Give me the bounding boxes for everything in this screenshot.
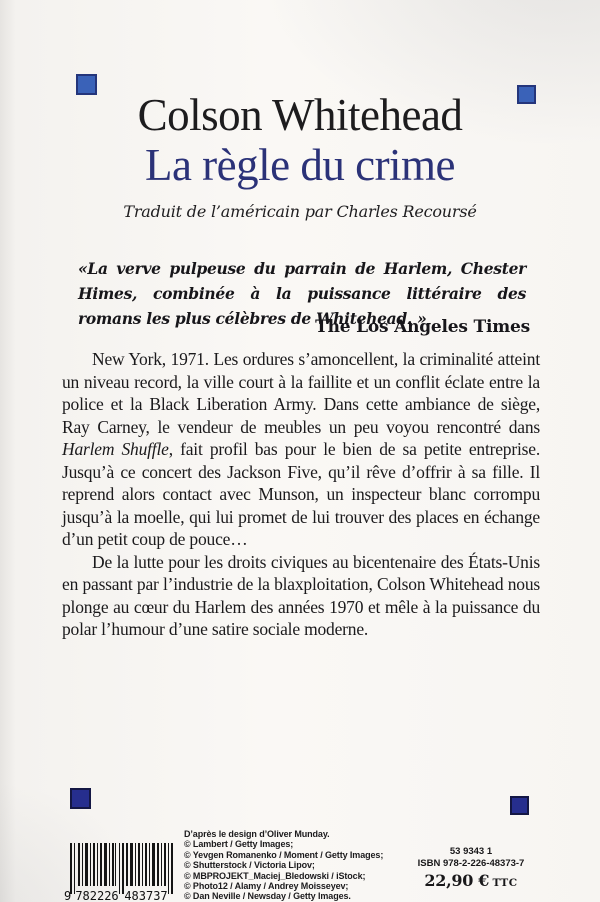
price-line bbox=[393, 871, 549, 890]
sales-info bbox=[393, 846, 549, 890]
tax-label: TTC bbox=[492, 877, 518, 889]
barcode-digit-lead: 9 bbox=[64, 889, 72, 902]
ean-barcode bbox=[64, 843, 178, 902]
barcode-digits-left: 782226 bbox=[75, 889, 119, 902]
decor-square-bottom-left bbox=[70, 788, 91, 809]
credit-line: © Photo12 / Alamy / Andrey Moisseyev; bbox=[184, 881, 349, 892]
credit-line: © Lambert / Getty Images; bbox=[184, 839, 294, 850]
credit-line: © MBPROJEKT_Maciej_Bledowski / iStock; bbox=[184, 870, 366, 881]
credit-line: © Shutterstock / Victoria Lipov; bbox=[184, 860, 315, 871]
design-credit: D’après le design d’Oliver Munday. bbox=[184, 829, 330, 839]
price: 22,90 € bbox=[424, 871, 490, 890]
decor-square-bottom-right bbox=[510, 796, 529, 815]
barcode-digits-right: 483737 bbox=[124, 889, 168, 902]
author-name: Colson Whitehead bbox=[137, 90, 463, 140]
credit-line: © Dan Neville / Newsday / Getty Images. bbox=[184, 891, 351, 902]
translator-credit: Traduit de l’américain par Charles Recoursé bbox=[123, 202, 477, 221]
synopsis-paragraph-2: De la lutte pour les droits civiques au bicentenaire des États-Unis en passant par l’industrie de la blaxploitation, Colson Whitehead nous plonge au cœur du Harlem des années 1970 et mêle à la puissance du polar l’humour d’une satire sociale moderne. bbox=[62, 551, 540, 639]
press-quote: «La verve pulpeuse du parrain de Harlem, Chester Himes, combinée à la puissance littéraire des romans les plus célèbres de Whitehead. » bbox=[78, 259, 526, 328]
product-code: 53 9343 1 bbox=[449, 846, 493, 857]
photo-credits bbox=[184, 829, 414, 902]
barcode-image bbox=[64, 843, 178, 902]
press-quote-source: The Los Angeles Times bbox=[315, 317, 530, 337]
book-title: La règle du crime bbox=[144, 140, 456, 190]
synopsis-paragraph-1: New York, 1971. Les ordures s’amoncellent, la criminalité atteint un niveau record, la ville court à la faillite et un conflit éclate entre la police et la Black Liberation Army. Dans cette ambiance de siège, Ray Carney, le vendeur de meubles un peu voyou rencontré dans Harlem Shuffle, fait profil bas pour le bien de sa petite entreprise. Jusqu’à ce concert des Jackson Five, qu’il rêve d’offrir à sa fille. Il reprend alors contact avec Munson, un inspecteur blanc corrompu jusqu’à la moelle, qui lui promet de lui trouver des places en échange d’un petit coup de pouce… bbox=[62, 349, 540, 549]
credit-line: © Yevgen Romanenko / Moment / Getty Images; bbox=[184, 849, 384, 860]
isbn: ISBN 978-2-226-48373-7 bbox=[417, 858, 525, 869]
synopsis bbox=[62, 348, 540, 641]
